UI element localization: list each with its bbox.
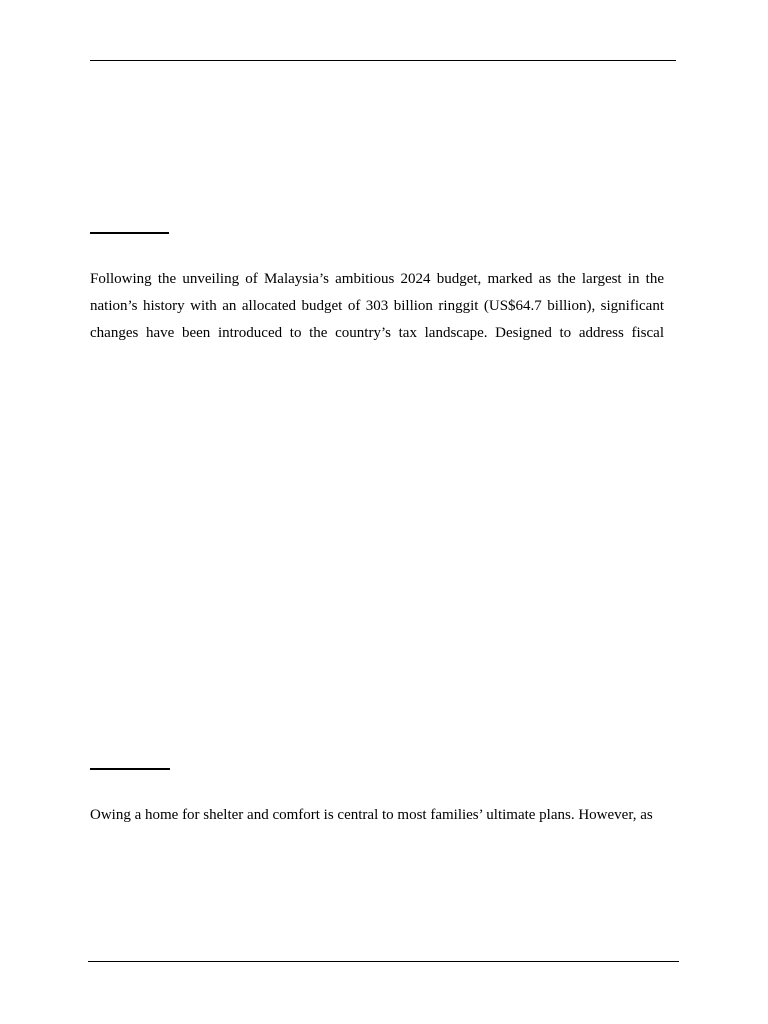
- header-rule: [90, 60, 676, 61]
- footer-rule: [88, 961, 679, 962]
- paragraph-line: Following the unveiling of Malaysia’s ambitious 2024 budget, marked as the largest in the: [90, 271, 664, 287]
- paragraph-line: changes have been introduced to the country’s tax landscape. Designed to address fiscal: [90, 325, 664, 341]
- paragraph-line: Owing a home for shelter and comfort is central to most families’ ultimate plans. However, as: [90, 807, 653, 823]
- paragraph-line: nation’s history with an allocated budget of 303 billion ringgit (US$64.7 billion), significant: [90, 298, 664, 314]
- section-heading-underline: [90, 768, 170, 770]
- section-heading-underline: [90, 232, 169, 234]
